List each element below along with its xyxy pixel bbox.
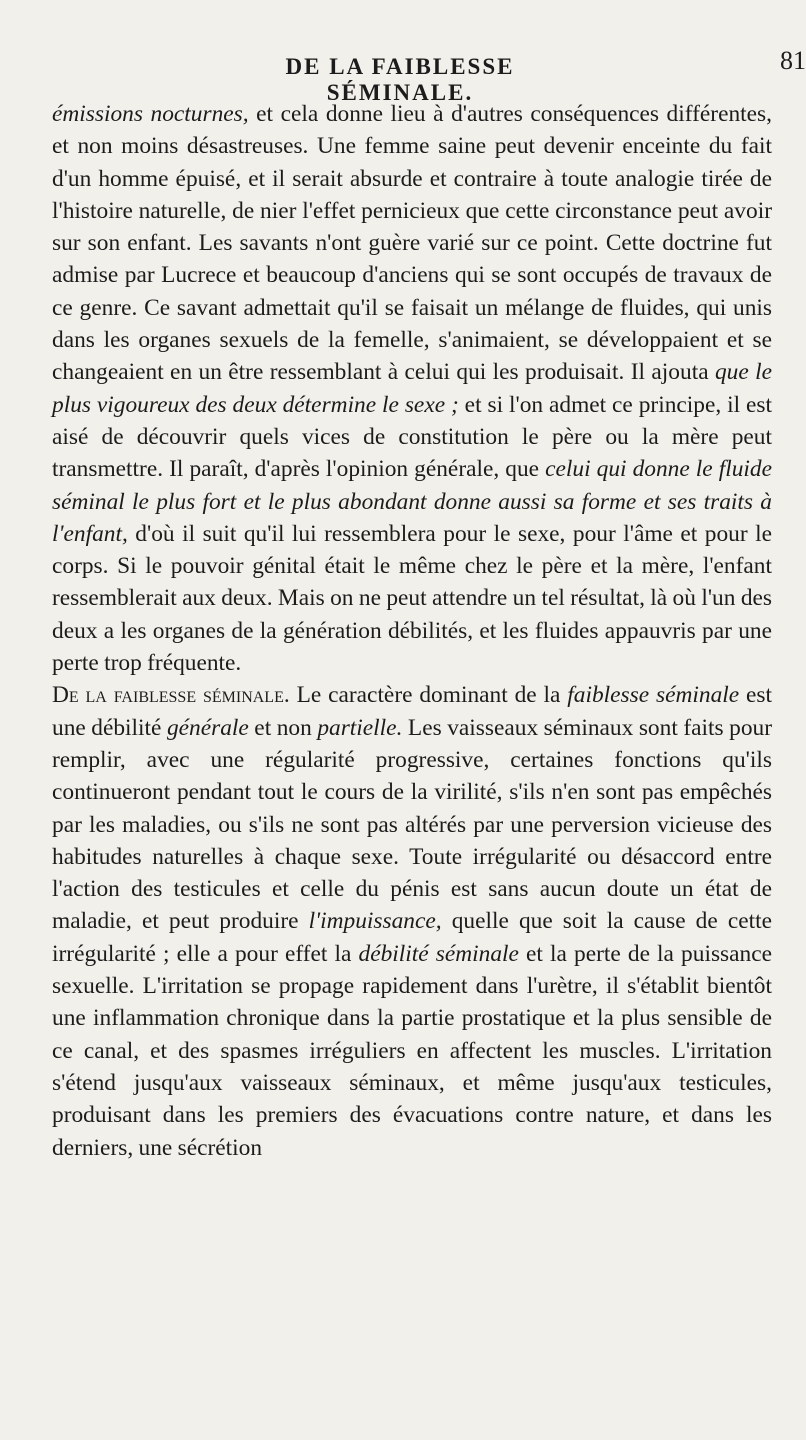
paragraph-1 [52, 98, 772, 679]
text-run: Les vaisseaux séminaux sont faits pour remplir, avec une régularité progressive, certaines fonctions qu'ils continueront pendant tout le cours de la virilité, s'ils n'en sont pas empêchés par les maladies, ou s'ils ne sont pas altérés par une perversion vicieuse des habitudes naturelles à chaque sexe. Toute irrégularité ou désaccord entre l'action des testicules et celle du pénis est sans aucun doute un état de maladie, et peut produire [52, 714, 772, 935]
body-text [52, 98, 772, 1164]
running-head: DE LA FAIBLESSE SÉMINALE. [285, 54, 515, 105]
italic-phrase: faiblesse séminale [567, 682, 740, 709]
italic-phrase: débilité séminale [358, 940, 519, 967]
italic-phrase: que le plus vigoureux des deux détermine le sexe ; [52, 359, 772, 418]
italic-phrase: l'impuissance, [308, 908, 442, 935]
italic-phrase: générale [166, 714, 249, 741]
text-run: et cela donne lieu à d'autres conséquences différentes, et non moins désastreuses. Une femme saine peut devenir enceinte du fait d'un homme épuisé, et il serait absurde et contraire à toute analogie tirée de l'histoire naturelle, de nier l'effet pernicieux que cette circonstance peut avoir sur son enfant. Les savants n'ont guère varié sur ce point. Cette doctrine fut admise par Lucrece et beaucoup d'anciens qui se sont occupés de travaux de ce genre. Ce savant admettait qu'il se faisait un mélange de fluides, qui unis dans les organes sexuels de la femelle, s'animaient, se développaient et se changeaient en un être ressemblant à celui qui les produisait. Il ajouta [52, 101, 772, 386]
text-run: et la perte de la puissance sexuelle. L'irritation se propage rapidement dans l'urètre, il s'établit bientôt une inflammation chronique dans la partie prostatique et la plus sensible de ce canal, et des spasmes irréguliers en affectent les muscles. L'irritation s'étend jusqu'aux vaisseaux séminaux, et même jusqu'aux testicules, produisant dans les premiers des évacuations contre nature, et dans les derniers, une sécrétion [52, 940, 772, 1161]
text-run: et si l'on admet ce principe, il est aisé de découvrir quels vices de constitution le père ou la mère peut transmettre. Il paraît, d'après l'opinion générale, que [52, 391, 772, 483]
text-run: est une débilité [52, 682, 773, 741]
text-run: et non [248, 714, 318, 741]
page-header [0, 46, 806, 105]
paragraph-2 [52, 679, 772, 1163]
text-run: d'où il suit qu'il lui ressemblera pour le sexe, pour l'âme et pour le corps. Si le pouvoir génital était le même chez le père et la mère, l'enfant ressemblerait aux deux. Mais on ne peut attendre un tel résultat, là où l'un des deux a les organes de la génération débilités, et les fluides appauvris par une perte trop fréquente. [52, 520, 772, 677]
text-run: quelle que soit la cause de cette irrégularité ; elle a pour effet la [52, 908, 772, 967]
italic-phrase: émissions nocturnes, [52, 101, 249, 127]
italic-phrase: celui qui donne le fluide séminal le plus fort et le plus abondant donne aussi sa forme et ses traits à l'enfant, [52, 456, 772, 547]
italic-phrase: partielle. [317, 714, 403, 741]
text-run: Le caractère dominant de la [289, 682, 568, 709]
section-heading: De la faiblesse séminale. [52, 682, 290, 709]
page-number: 81 [780, 46, 806, 75]
